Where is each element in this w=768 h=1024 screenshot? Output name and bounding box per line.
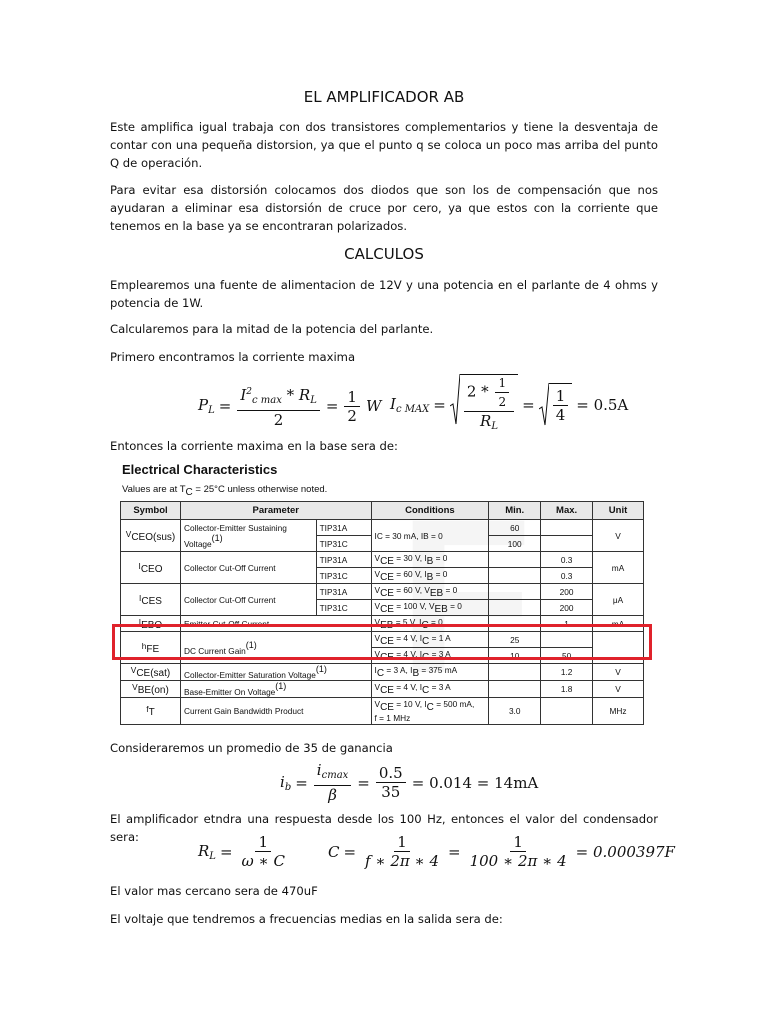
section-heading-calculos: CALCULOS: [344, 245, 424, 263]
paragraph-mitad: Calcularemos para la mitad de la potencia del parlante.: [110, 322, 434, 336]
equation-capacitor: $R_L$ = $\frac{1}{\omega ∗ C}$ C = $\frac{1}{f ∗ 2\pi ∗ 4}$ = $\frac{1}{100 ∗ 2\pi ∗ 4}$ = 0.000397F: [198, 833, 675, 870]
min-value: 60: [489, 520, 541, 536]
datasheet-electrical-characteristics: [118, 460, 648, 722]
table-row: [121, 664, 644, 681]
paragraph-diodos: Para evitar esa distorsión colocamos dos diodos que son los de compensación que nos ayudaran a eliminar esa distorsión de cruce por cero, ya que estos con la corriente que tenemos en la base ya se encontraran polarizados.: [110, 183, 658, 233]
cond-iceo-2: VCE = 60 V, IB = 0: [371, 568, 489, 584]
max-value: 200: [541, 584, 593, 600]
unit-value: mA: [593, 552, 644, 584]
unit-value: V: [593, 520, 644, 552]
symbol-iceo: ICEO: [121, 552, 181, 584]
cond-vbeon: VCE = 4 V, IC = 3 A: [371, 681, 489, 698]
equation-power: $P_L$ = $\frac{I^2_{c max} * R_L}{2}$ = $\frac{1}{2}$ W: [198, 386, 382, 429]
part-tip31a: TIP31A: [316, 584, 371, 600]
table-header-row: [121, 502, 644, 520]
symbol-iebo: IEBO: [121, 616, 181, 632]
header-max: Max.: [541, 502, 593, 520]
param-vcesat: Collector-Emitter Saturation Voltage(1): [180, 664, 371, 681]
paragraph-corriente: Primero encontramos la corriente maxima: [110, 350, 356, 364]
max-value: 1: [541, 616, 593, 632]
min-value: 3.0: [489, 698, 541, 725]
datasheet-title: Electrical Characteristics: [122, 462, 278, 477]
cond-iebo: VEB = 5 V, IC = 0: [371, 616, 489, 632]
header-symbol: Symbol: [121, 502, 181, 520]
part-tip31c: TIP31C: [316, 600, 371, 616]
cond-ices-2: VCE = 100 V, VEB = 0: [371, 600, 489, 616]
max-value: [541, 536, 593, 552]
symbol-ices: ICES: [121, 584, 181, 616]
header-min: Min.: [489, 502, 541, 520]
paragraph-fuente: Emplearemos una fuente de alimentacion de 12V y una potencia en el parlante de 4 ohms y potencia de 1W.: [110, 278, 658, 310]
table-row: [121, 520, 644, 536]
param-iebo: Emitter Cut-Off Current: [180, 616, 371, 632]
symbol-vcesat: VCE(sat): [121, 664, 181, 681]
param-ices: Collector Cut-Off Current: [180, 584, 316, 616]
equation-base-current: $i_b$ = $\frac{i_{cmax}}{\beta}$ = $\frac{0.5}{35}$ = 0.014 = 14mA: [280, 761, 539, 804]
cond-hfe-2: VCE = 4 V, IC = 3 A: [371, 648, 489, 664]
symbol-vbeon: VBE(on): [121, 681, 181, 698]
min-value: [489, 681, 541, 698]
paragraph-base: Entonces la corriente maxima en la base sera de:: [110, 439, 398, 453]
symbol-ft: fT: [121, 698, 181, 725]
min-value: 10: [489, 648, 541, 664]
datasheet-note: Values are at TC = 25°C unless otherwise noted.: [122, 484, 328, 498]
highlight-box-hfe: [112, 624, 652, 660]
param-iceo: Collector Cut-Off Current: [180, 552, 316, 584]
table-row: [121, 584, 644, 600]
paragraph-voltaje: El voltaje que tendremos a frecuencias medias en la salida sera de:: [110, 912, 503, 926]
paragraph-condensador: El amplificador etndra una respuesta desde los 100 Hz, entonces el valor del condensador sera:: [110, 812, 658, 844]
min-value: [489, 600, 541, 616]
datasheet-table: [120, 501, 644, 725]
max-value: 1.2: [541, 664, 593, 681]
max-value: [541, 698, 593, 725]
symbol-vceo: VCEO(sus): [121, 520, 181, 552]
part-tip31c: TIP31C: [316, 536, 371, 552]
min-value: 25: [489, 632, 541, 648]
cond-ices-1: VCE = 60 V, VEB = 0: [371, 584, 489, 600]
cond-vceo: IC = 30 mA, IB = 0: [371, 520, 489, 552]
unit-value: MHz: [593, 698, 644, 725]
table-row: [121, 552, 644, 568]
part-tip31c: TIP31C: [316, 568, 371, 584]
max-value: 0.3: [541, 568, 593, 584]
part-tip31a: TIP31A: [316, 520, 371, 536]
unit-value: mA: [593, 616, 644, 632]
cond-iceo-1: VCE = 30 V, IB = 0: [371, 552, 489, 568]
max-value: 50: [541, 648, 593, 664]
min-value: [489, 568, 541, 584]
min-value: [489, 664, 541, 681]
header-parameter: Parameter: [180, 502, 371, 520]
symbol-hfe: hFE: [121, 632, 181, 664]
table-row: [121, 681, 644, 698]
max-value: 200: [541, 600, 593, 616]
max-value: 0.3: [541, 552, 593, 568]
cond-hfe-1: VCE = 4 V, IC = 1 A: [371, 632, 489, 648]
paragraph-470uf: El valor mas cercano sera de 470uF: [110, 884, 318, 898]
min-value: [489, 584, 541, 600]
param-ft: Current Gain Bandwidth Product: [180, 698, 371, 725]
unit-value: μA: [593, 584, 644, 616]
unit-value: V: [593, 681, 644, 698]
equation-current-max: $I_{c MAX}$ = 2 * $\frac{1}{2}$ $R_L$ = $\frac{1}{4}$ = 0.5A: [390, 374, 628, 435]
table-row: [121, 698, 644, 725]
cond-vcesat: IC = 3 A, IB = 375 mA: [371, 664, 489, 681]
paragraph-intro: Este amplifica igual trabaja con dos transistores complementarios y tiene la desventaja de contar con una pequeña distorsion, ya que el punto q se coloca un poco mas arriba del punto Q de operación.: [110, 120, 658, 170]
unit-value: V: [593, 664, 644, 681]
param-vbeon: Base-Emitter On Voltage(1): [180, 681, 371, 698]
param-vceo: Collector-Emitter Sustaining Voltage(1): [180, 520, 316, 552]
min-value: 100: [489, 536, 541, 552]
max-value: 1.8: [541, 681, 593, 698]
header-unit: Unit: [593, 502, 644, 520]
part-tip31a: TIP31A: [316, 552, 371, 568]
page-title: EL AMPLIFICADOR AB: [303, 88, 465, 106]
max-value: [541, 520, 593, 536]
param-hfe: DC Current Gain(1): [180, 632, 371, 664]
paragraph-ganancia: Consideraremos un promedio de 35 de ganancia: [110, 741, 393, 755]
cond-ft: VCE = 10 V, IC = 500 mA, f = 1 MHz: [371, 698, 489, 725]
header-conditions: Conditions: [371, 502, 489, 520]
min-value: [489, 552, 541, 568]
